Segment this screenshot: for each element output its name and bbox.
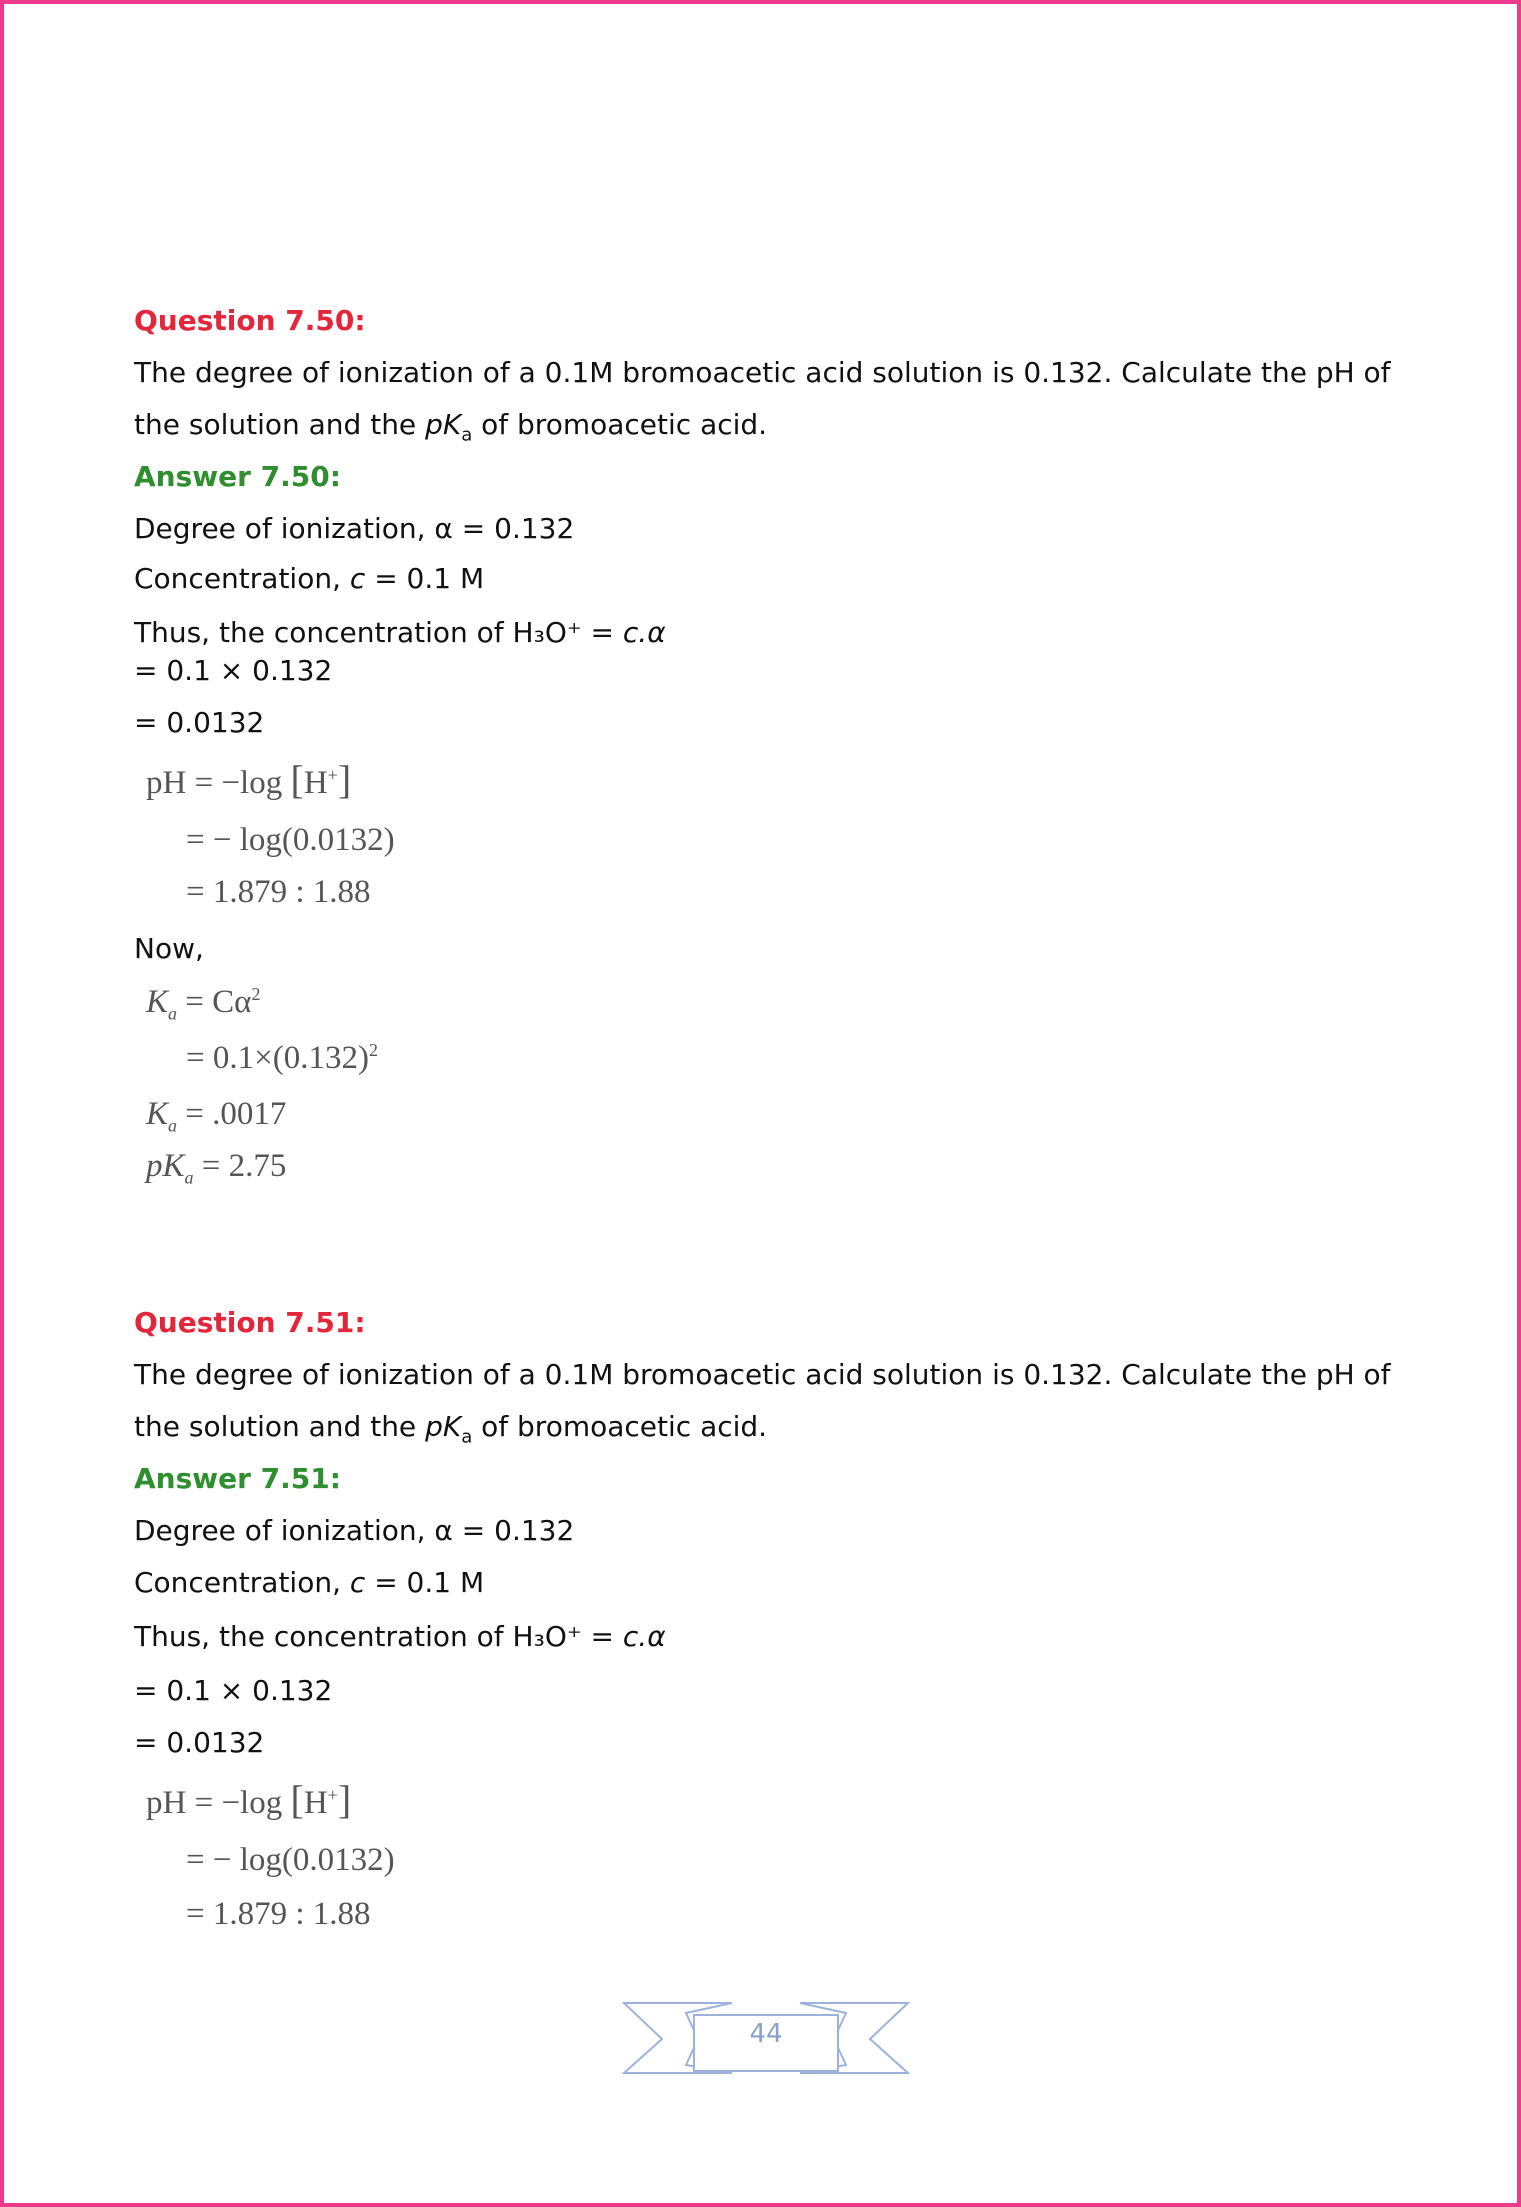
question-text-line: The degree of ionization of a 0.1M bromoacetic acid solution is 0.132. Calculate the pH of xyxy=(134,356,1391,389)
pka-equation: $pK_a = 2.75$ xyxy=(146,1148,287,1188)
question-text-line: the solution and the $pK_a$ of bromoacetic acid. xyxy=(134,1410,768,1448)
page-number: 44 xyxy=(749,2019,783,2049)
answer-heading: Answer 7.51: xyxy=(134,1462,341,1495)
ph-equation: pH = −log [H+] xyxy=(146,757,352,802)
question-text-line: the solution and the $pK_a$ of bromoacetic acid. xyxy=(134,408,768,446)
ph-equation: = − log(0.0132) xyxy=(186,1842,395,1878)
answer-line: Concentration, c = 0.1 M xyxy=(134,562,485,595)
answer-line: Thus, the concentration of H₃O⁺ = c.α xyxy=(134,1620,666,1653)
answer-line: = 0.1 × 0.132 xyxy=(134,654,333,687)
page-number-badge xyxy=(622,1999,910,2079)
question-text-line: The degree of ionization of a 0.1M bromoacetic acid solution is 0.132. Calculate the pH of xyxy=(134,1358,1391,1391)
question-heading: Question 7.51: xyxy=(134,1306,366,1339)
answer-line: = 0.0132 xyxy=(134,1726,265,1759)
ph-equation: pH = −log [H+] xyxy=(146,1777,352,1822)
answer-line: = 0.1 × 0.132 xyxy=(134,1674,333,1707)
answer-line: = 0.0132 xyxy=(134,706,265,739)
answer-line: Degree of ionization, α = 0.132 xyxy=(134,512,575,545)
answer-line: Now, xyxy=(134,932,204,965)
answer-line: Thus, the concentration of H₃O⁺ = c.α xyxy=(134,616,666,649)
answer-line: Concentration, c = 0.1 M xyxy=(134,1566,485,1599)
answer-heading: Answer 7.50: xyxy=(134,460,341,493)
ph-equation: = 1.879 : 1.88 xyxy=(186,874,371,910)
answer-line: Degree of ionization, α = 0.132 xyxy=(134,1514,575,1547)
ka-equation: = $0.1\times(0.132)^2$ xyxy=(186,1040,378,1076)
ka-equation: $K_a = .0017$ xyxy=(146,1096,287,1136)
question-heading: Question 7.50: xyxy=(134,304,366,337)
ka-equation: $K_a = C\alpha^2$ xyxy=(146,984,261,1024)
ph-equation: = 1.879 : 1.88 xyxy=(186,1896,371,1932)
ph-equation: = − log(0.0132) xyxy=(186,822,395,858)
